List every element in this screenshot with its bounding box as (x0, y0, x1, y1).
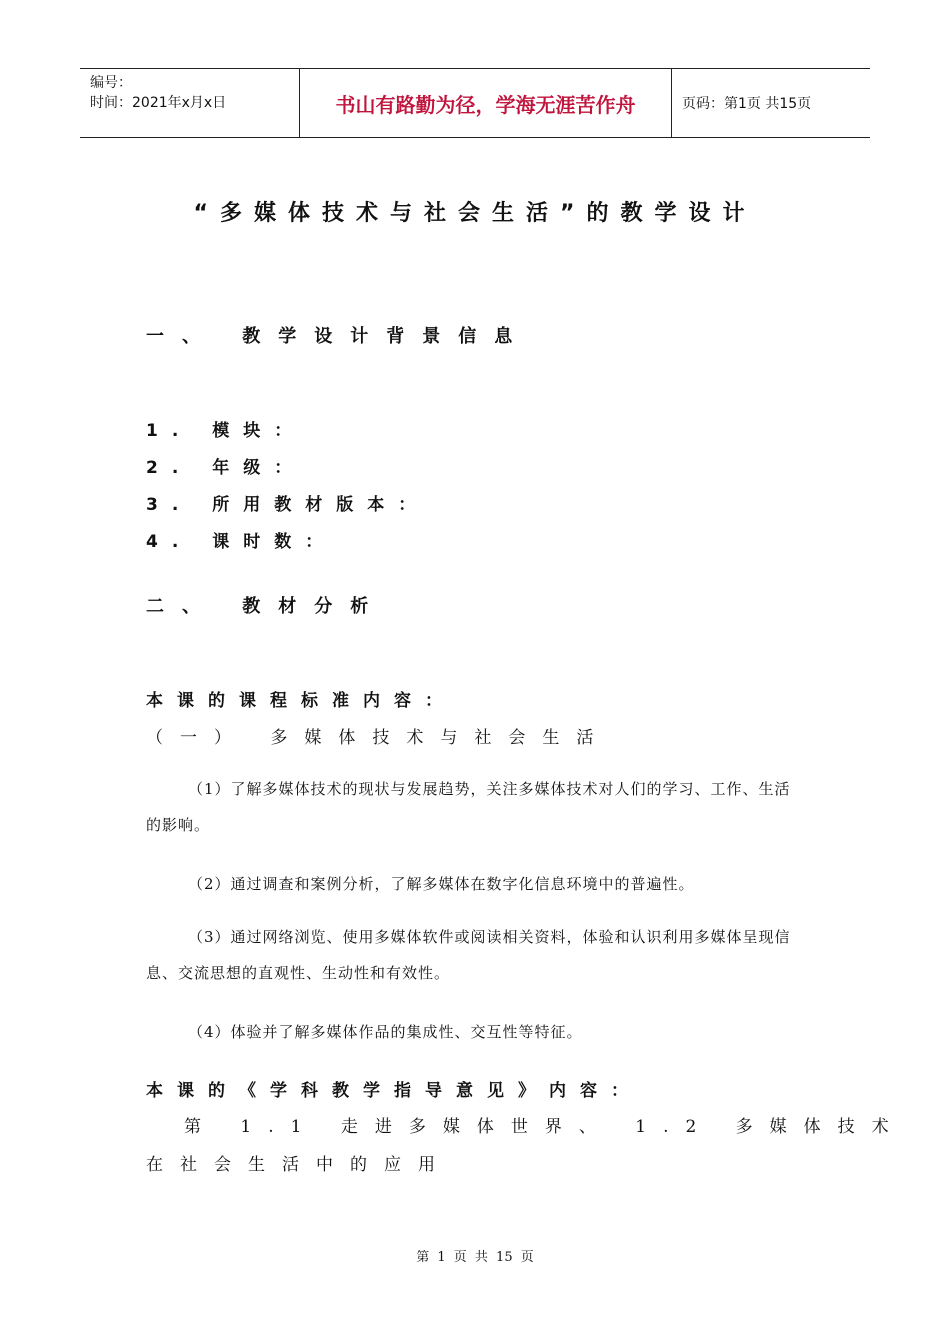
header-page-info: 页码：第1页 共15页 (682, 96, 812, 112)
document-header (80, 68, 870, 138)
standard-point-1: （1）了解多媒体技术的现状与发展趋势，关注多媒体技术对人们的学习、工作、生活的影响。 (146, 780, 791, 834)
section2-heading: 二、 教材分析 (146, 596, 387, 617)
guide-heading: 本课的《学科教学指导意见》内容： (146, 1081, 642, 1101)
time-label: 时间：2021年x月x日 (90, 95, 227, 111)
standard-subheading: （一） 多媒体技术与社会生活 (146, 728, 611, 748)
standard-point-3: （3）通过网络浏览、使用多媒体软件或阅读相关资料，体验和认识利用多媒体呈现信息、交流思想的直观性、生动性和有效性。 (146, 928, 791, 982)
standard-heading: 本课的课程标准内容： (146, 691, 456, 711)
header-meta (80, 69, 300, 137)
section1-heading: 一、 教学设计背景信息 (146, 326, 531, 347)
header-motto: 书山有路勤为径，学海无涯苦作舟 (300, 69, 672, 137)
guide-line-2: 在社会生活中的应用 (146, 1155, 452, 1175)
info-item-hours: 4. 课时数： (146, 532, 337, 552)
number-label: 编号： (90, 75, 132, 91)
info-item-grade: 2. 年级： (146, 458, 306, 478)
info-item-module: 1. 模块： (146, 421, 306, 441)
info-item-textbook: 3. 所用教材版本： (146, 495, 430, 515)
standard-point-2: （2）通过调查和案例分析，了解多媒体在数字化信息环境中的普遍性。 (188, 875, 695, 893)
page-footer: 第 1 页 共 15 页 (416, 1250, 534, 1265)
guide-line-1: 第 1.1 走进多媒体世界、 1.2 多媒体技术 (184, 1117, 906, 1137)
document-title: “多媒体技术与社会生活”的教学设计 (193, 201, 757, 226)
standard-point-4: （4）体验并了解多媒体作品的集成性、交互性等特征。 (188, 1023, 583, 1041)
